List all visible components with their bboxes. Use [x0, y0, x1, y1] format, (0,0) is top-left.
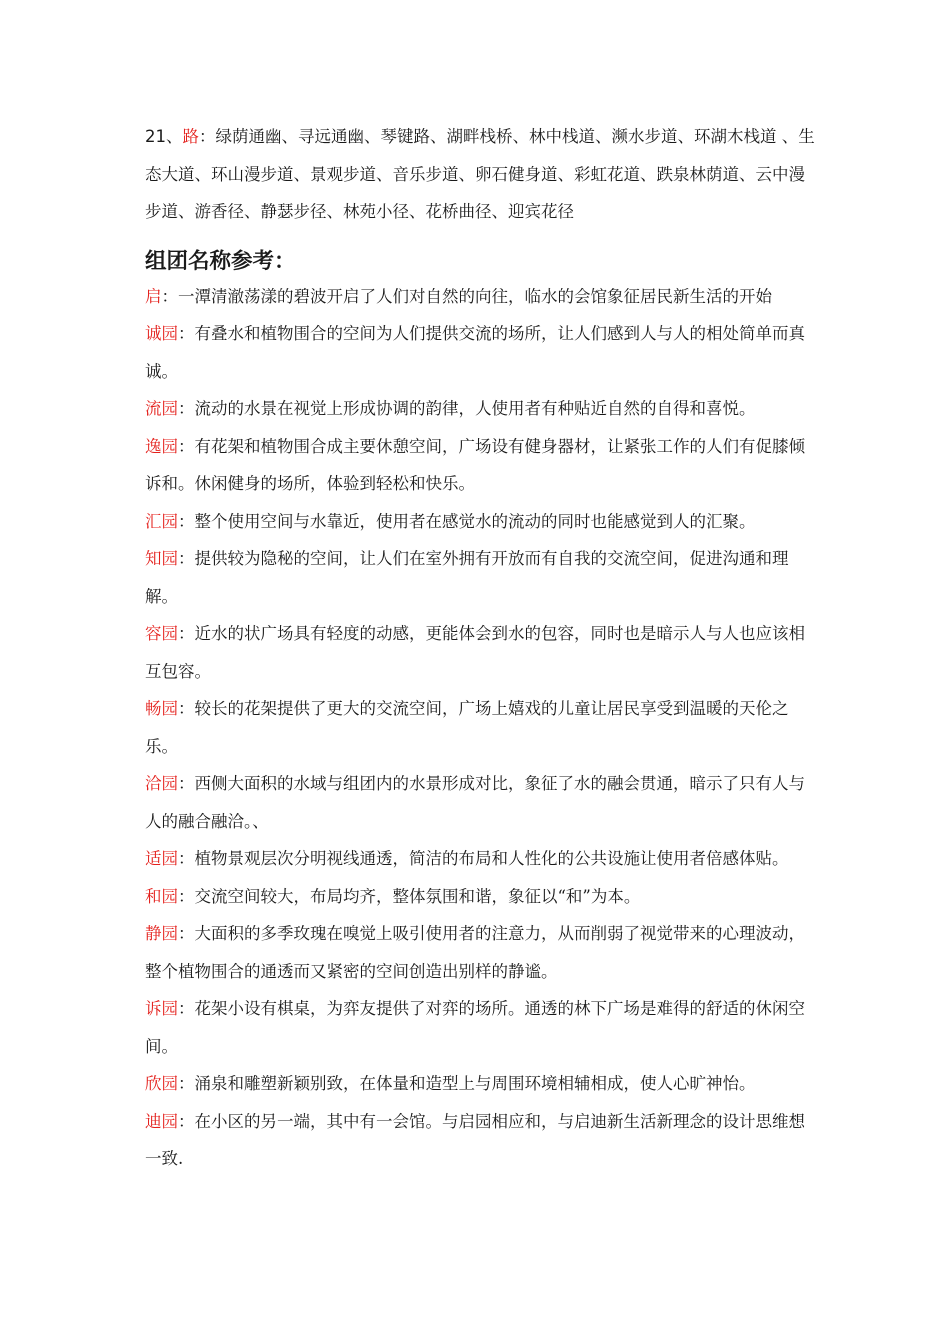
cluster-colon: ：	[178, 886, 195, 906]
cluster-description: 提供较为隐秘的空间，让人们在室外拥有开放而有自我的交流空间，促进沟通和理解。	[145, 549, 789, 606]
cluster-item	[145, 1065, 820, 1103]
cluster-name: 静园	[145, 924, 178, 943]
cluster-name: 汇园	[145, 511, 178, 531]
cluster-colon: ：	[178, 699, 195, 718]
cluster-description: 较长的花架提供了更大的交流空间，广场上嬉戏的儿童让居民享受到温暖的天伦之乐。	[145, 699, 789, 756]
cluster-description: 植物景观层次分明视线通透，简洁的布局和人性化的公共设施让使用者倍感体贴。	[194, 849, 789, 868]
cluster-name: 诚园	[145, 324, 178, 343]
cluster-item	[145, 990, 820, 1065]
cluster-colon: ：	[178, 436, 195, 456]
cluster-name: 欣园	[145, 1074, 178, 1093]
cluster-item	[145, 278, 820, 316]
cluster-name: 畅园	[145, 699, 178, 718]
cluster-item	[145, 840, 820, 878]
cluster-colon: ：	[178, 511, 195, 531]
section-heading: 组团名称参考：	[145, 248, 296, 274]
cluster-name: 知园	[145, 549, 178, 568]
cluster-name: 适园	[145, 849, 178, 868]
cluster-item	[145, 428, 820, 503]
cluster-description: 一潭清澈荡漾的碧波开启了人们对自然的向往，临水的会馆象征居民新生活的开始	[178, 286, 772, 306]
cluster-description: 整个使用空间与水靠近，使用者在感觉水的流动的同时也能感觉到人的汇聚。	[194, 511, 756, 531]
cluster-item	[145, 1103, 820, 1178]
cluster-description: 在小区的另一端，其中有一会馆。与启园相应和，与启迪新生活新理念的设计思维想一致.	[145, 1111, 805, 1168]
road-label: 路	[182, 127, 199, 146]
cluster-item	[145, 315, 820, 390]
cluster-description: 近水的状广场具有轻度的动感，更能体会到水的包容，同时也是暗示人与人也应该相互包容。	[145, 624, 805, 681]
cluster-description: 交流空间较大，布局均齐，整体氛围和谐，象征以“和”为本。	[194, 886, 641, 906]
cluster-name: 洽园	[145, 774, 178, 793]
cluster-name: 容园	[145, 624, 178, 643]
cluster-colon: ：	[178, 999, 195, 1018]
cluster-item	[145, 765, 820, 840]
cluster-colon: ：	[178, 624, 195, 643]
road-paragraph	[145, 118, 820, 231]
cluster-description: 涌泉和雕塑新颖别致，在体量和造型上与周围环境相辅相成，使人心旷神怡。	[194, 1074, 756, 1093]
cluster-description: 有叠水和植物围合的空间为人们提供交流的场所，让人们感到人与人的相处简单而真诚。	[145, 324, 805, 381]
cluster-item	[145, 503, 820, 541]
cluster-colon: ：	[178, 849, 195, 868]
road-text: 绿荫通幽、寻远通幽、琴键路、湖畔栈桥、林中栈道、濒水步道、环湖木栈道 、生态大道、环山漫步道、景观步道、音乐步道、卵石健身道、彩虹花道、跌泉林荫道、云中漫步道、游香径、静瑟步径、林苑小径、花桥曲径、迎宾花径	[145, 127, 815, 221]
cluster-colon: ：	[178, 324, 195, 343]
cluster-item	[145, 390, 820, 428]
cluster-item	[145, 915, 820, 990]
road-number: 21	[145, 127, 166, 146]
cluster-item	[145, 615, 820, 690]
cluster-colon: ：	[178, 1111, 195, 1131]
cluster-colon: ：	[178, 399, 195, 418]
cluster-name: 和园	[145, 886, 178, 906]
cluster-name: 启	[145, 286, 162, 306]
cluster-item	[145, 540, 820, 615]
cluster-colon: ：	[161, 286, 178, 306]
cluster-colon: ：	[178, 774, 195, 793]
cluster-description: 花架小设有棋桌，为弈友提供了对弈的场所。通透的林下广场是难得的舒适的休闲空间。	[145, 999, 805, 1056]
cluster-description: 有花架和植物围合成主要休憩空间，广场设有健身器材，让紧张工作的人们有促膝倾诉和。休闲健身的场所，体验到轻松和快乐。	[145, 436, 805, 493]
cluster-list	[145, 278, 820, 1178]
cluster-name: 诉园	[145, 999, 178, 1018]
document-page	[145, 118, 820, 1178]
cluster-description: 西侧大面积的水域与组团内的水景形成对比，象征了水的融会贯通，暗示了只有人与人的融合融洽。、	[145, 774, 805, 831]
cluster-description: 大面积的多季玫瑰在嗅觉上吸引使用者的注意力，从而削弱了视觉带来的心理波动，整个植物围合的通透而又紧密的空间创造出别样的静谧。	[145, 924, 805, 981]
cluster-item	[145, 690, 820, 765]
cluster-colon: ：	[178, 549, 195, 568]
cluster-name: 逸园	[145, 436, 178, 456]
cluster-colon: ：	[178, 1074, 195, 1093]
cluster-description: 流动的水景在视觉上形成协调的韵律，人使用者有种贴近自然的自得和喜悦。	[194, 399, 756, 418]
cluster-item	[145, 878, 820, 916]
cluster-name: 流园	[145, 399, 178, 418]
cluster-colon: ：	[178, 924, 195, 943]
road-separator: 、	[166, 127, 183, 146]
cluster-name: 迪园	[145, 1111, 178, 1131]
road-colon: ：	[199, 127, 216, 146]
